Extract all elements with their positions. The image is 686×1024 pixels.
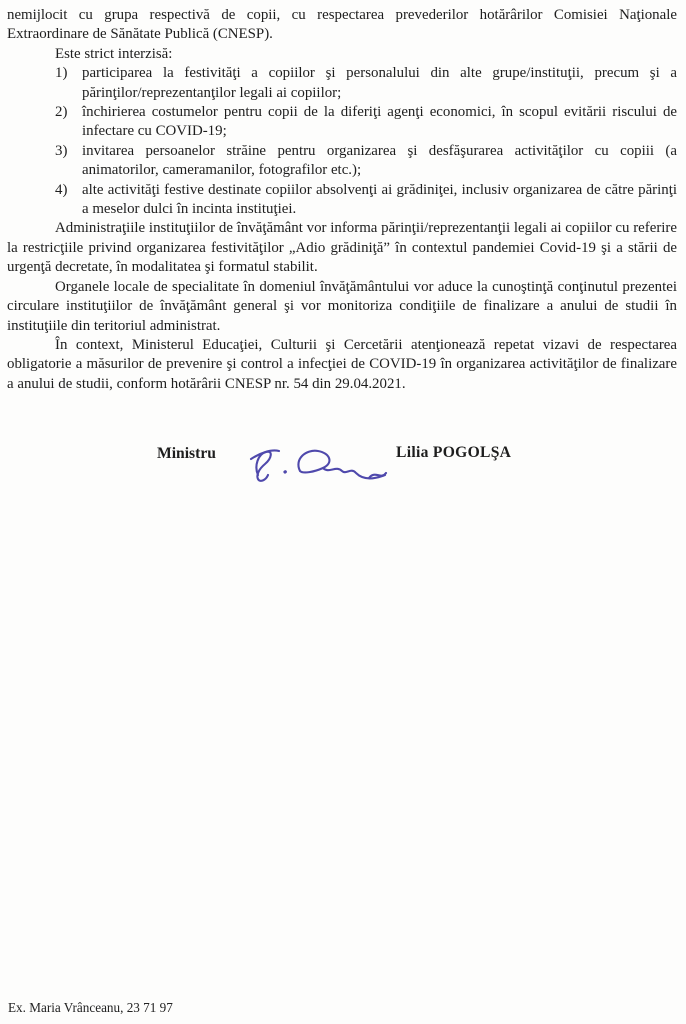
list-marker: 4) xyxy=(55,181,68,198)
signature-scribble xyxy=(247,443,389,495)
list-item xyxy=(7,181,677,220)
paragraph-administrations: Administraţiile instituţiilor de învăţământ vor informa părinţii/reprezentanţii legali ai copiilor cu referire la restricţiile privind organizarea festivităţilor „Adio grădiniţă” în contextul pandemiei Covid-19 şi a stării de urgenţă decretate, în modalitatea şi formatul stabilit. xyxy=(7,220,677,276)
interdiction-list xyxy=(7,64,677,219)
interdiction-intro: Este strict interzisă: xyxy=(55,45,173,62)
signature-block xyxy=(0,443,686,513)
list-item xyxy=(7,64,677,103)
list-item xyxy=(7,103,677,142)
executor-note: Ex. Maria Vrânceanu, 23 71 97 xyxy=(8,1000,173,1015)
continuation-paragraph: nemijlocit cu grupa respectivă de copii, cu respectarea prevederilor hotărârilor Comisiei Naţionale Extraordinare de Sănătate Publică (CNESP). xyxy=(7,7,677,43)
list-item-text: închirierea costumelor pentru copii de la diferiţi agenţi economici, în scopul evitării riscului de infectare cu COVID-19; xyxy=(82,104,677,140)
list-marker: 3) xyxy=(55,142,68,159)
list-item-text: invitarea persoanelor străine pentru organizarea şi desfăşurarea activităţilor cu copiii (a animatorilor, cameramanilor, fotografilor etc.); xyxy=(82,142,677,179)
paragraph-ministry-warning: În context, Ministerul Educaţiei, Culturii şi Cercetării atenţionează repetat vizavi de respectarea obligatorie a măsurilor de prevenire şi control a infecţiei de COVID-19 în organizarea activităţilor de finalizare a anului de studii, conform hotărârii CNESP nr. 54 din 29.04.2021. xyxy=(7,336,677,392)
list-item-text: participarea la festivităţi a copiilor şi personalului din alte grupe/instituţii, precum şi a părinţilor/reprezentanţilor legali ai copiilor; xyxy=(82,65,677,101)
list-marker: 1) xyxy=(55,65,68,82)
paragraph-local-bodies: Organele locale de specialitate în domeniul învăţământului vor aduce la cunoştinţă conţinutul prezentei circulare instituţiilor de învăţământ general şi vor monitoriza condiţiile de finalizare a anului de studii în instituţiile din teritoriul administrat. xyxy=(7,278,677,334)
minister-name: Lilia POGOLŞA xyxy=(396,444,512,461)
list-item xyxy=(7,142,677,181)
document-body xyxy=(7,6,677,394)
minister-role-label: Ministru xyxy=(157,445,216,462)
list-marker: 2) xyxy=(55,104,68,121)
list-item-text: alte activităţi festive destinate copiilor absolvenţi ai grădiniţei, inclusiv organizarea de către părinţi a meselor dulci în incinta instituţiei. xyxy=(82,181,677,218)
